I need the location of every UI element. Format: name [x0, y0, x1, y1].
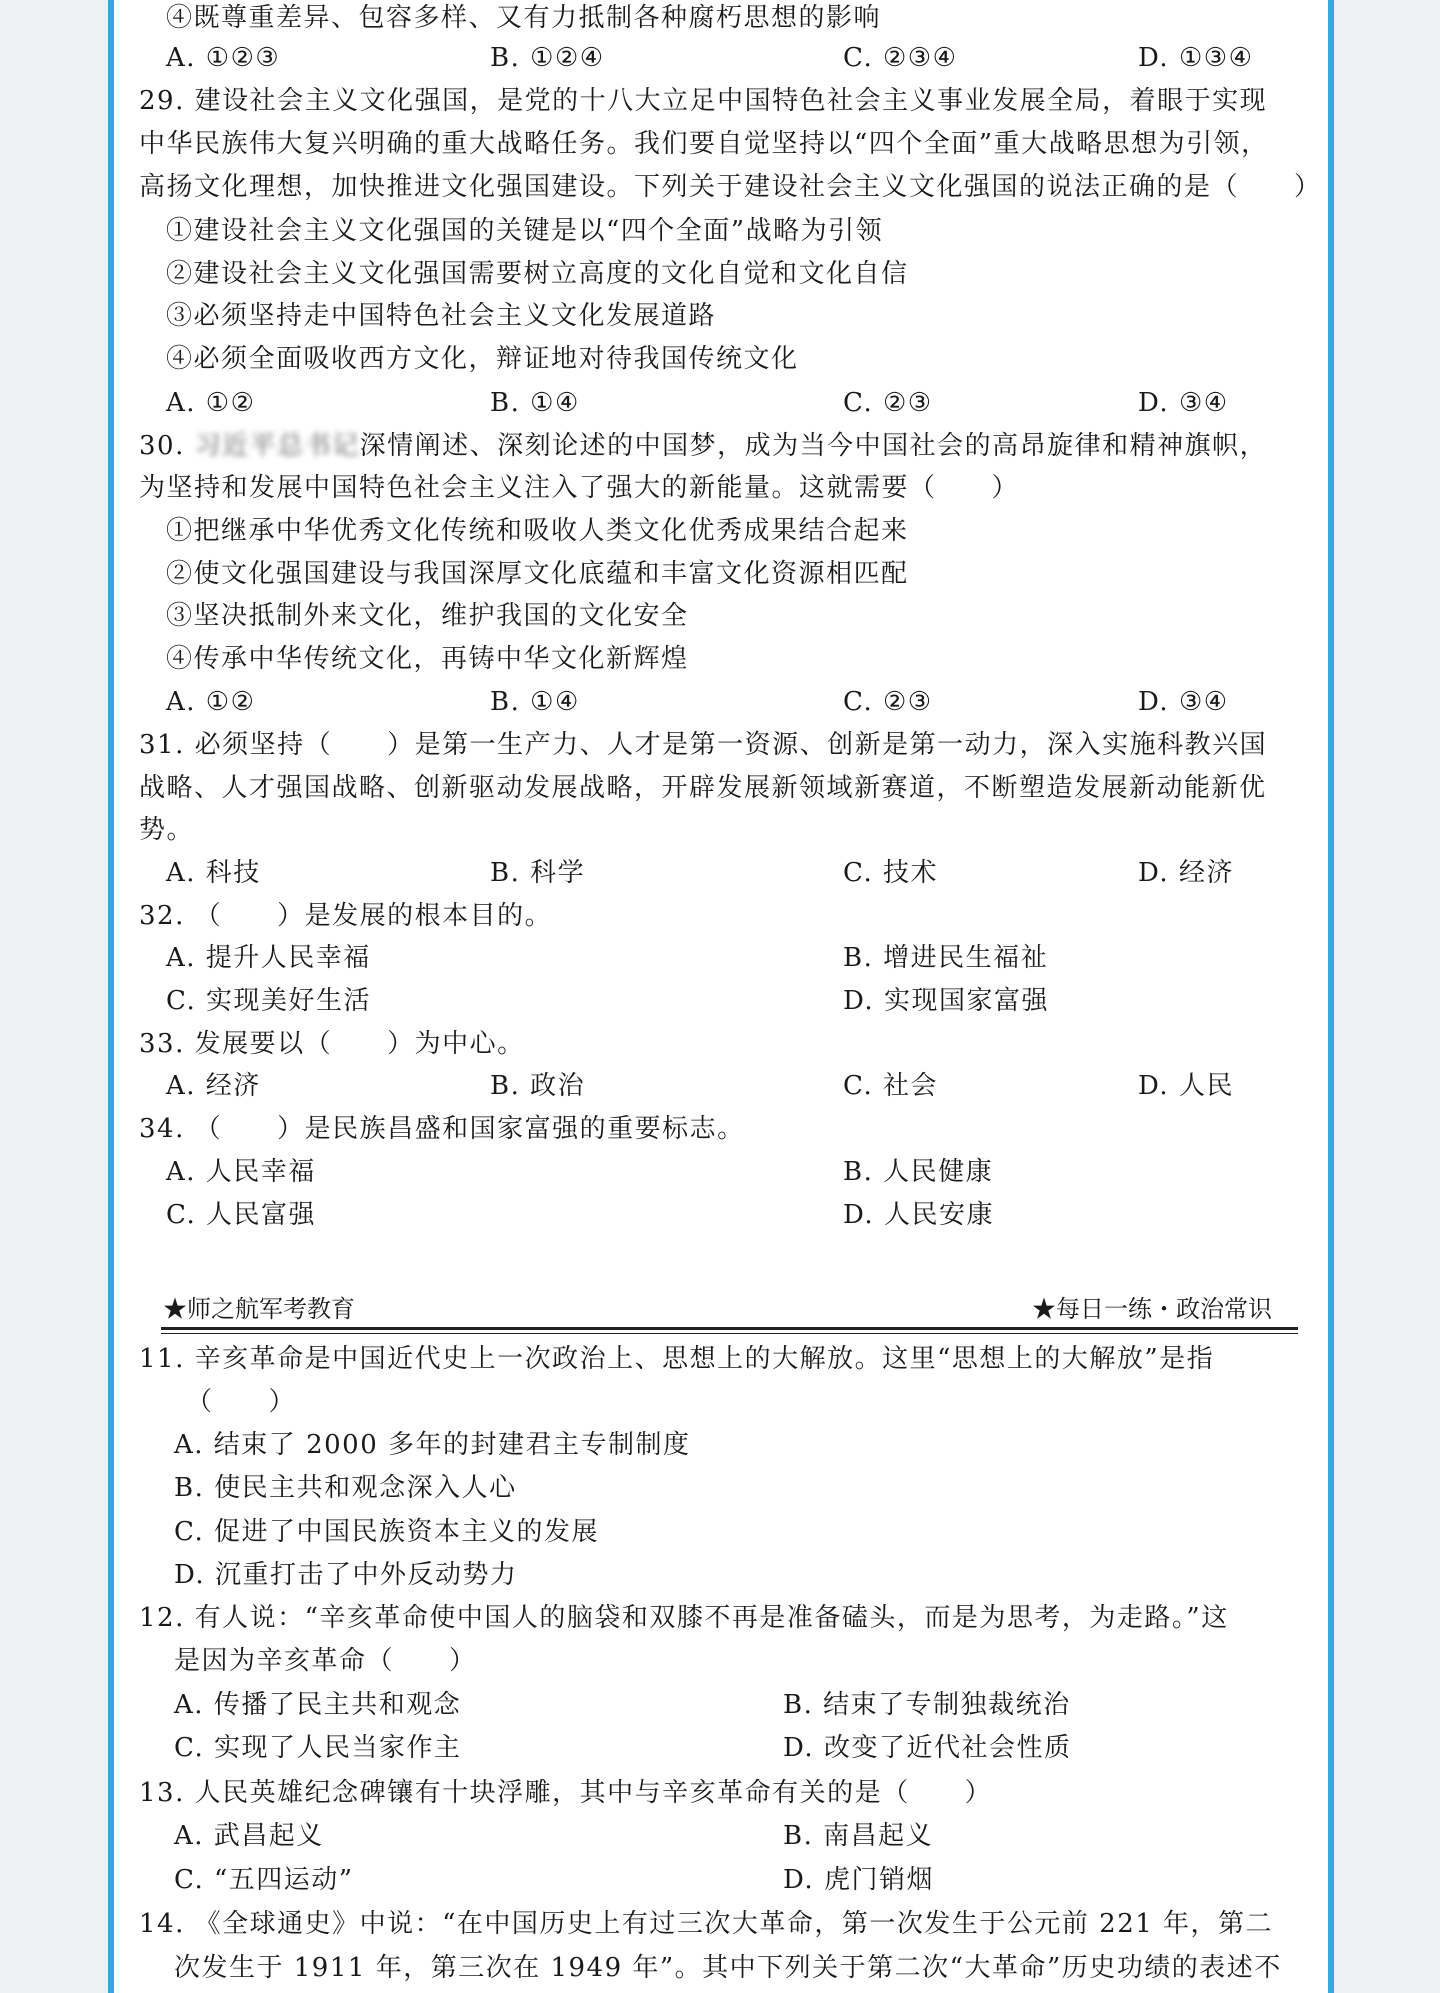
q32-option-a: A. 提升人民幸福: [166, 943, 371, 973]
q34-option-d: D. 人民安康: [843, 1200, 994, 1230]
q32-option-c: C. 实现美好生活: [166, 986, 371, 1016]
q11-stem-line-1: 11. 辛亥革命是中国近代史上一次政治上、思想上的大解放。这里“思想上的大解放”是指: [139, 1344, 1215, 1374]
q29-option-a: A. ①②: [166, 388, 256, 418]
q11-option-d: D. 沉重打击了中外反动势力: [174, 1560, 518, 1590]
q29-stem-line-3: 高扬文化理想，加快推进文化强国建设。下列关于建设社会主义文化强国的说法正确的是（ ）: [139, 172, 1322, 202]
q30-option-a: A. ①②: [166, 687, 256, 717]
q33-option-d: D. 人民: [1138, 1071, 1234, 1101]
q31-stem-line-1: 31. 必须坚持（ ）是第一生产力、人才是第一资源、创新是第一动力，深入实施科教兴国: [139, 730, 1268, 760]
q11-option-c: C. 促进了中国民族资本主义的发展: [174, 1517, 599, 1547]
q11-option-a: A. 结束了 2000 多年的封建君主专制制度: [174, 1430, 691, 1460]
q11-option-b: B. 使民主共和观念深入人心: [174, 1473, 517, 1503]
q31-stem-line-2: 战略、人才强国战略、创新驱动发展战略，开辟发展新领域新赛道，不断塑造发展新动能新优: [139, 773, 1267, 803]
q28-option-b: B. ①②④: [490, 43, 605, 73]
q33-option-b: B. 政治: [490, 1071, 586, 1101]
q29-stem-line-2: 中华民族伟大复兴明确的重大战略任务。我们要自觉坚持以“四个全面”重大战略思想为引领，: [139, 129, 1269, 159]
q28-option-c: C. ②③④: [843, 43, 958, 73]
q30-item-2: ②使文化强国建设与我国深厚文化底蕴和丰富文化资源相匹配: [166, 559, 909, 589]
q32-stem: 32. （ ）是发展的根本目的。: [139, 901, 553, 931]
q29-option-b: B. ①④: [490, 388, 580, 418]
q33-stem: 33. 发展要以（ ）为中心。: [139, 1029, 525, 1059]
q12-option-b: B. 结束了专制独裁统治: [783, 1690, 1071, 1720]
q30-item-4: ④传承中华传统文化，再铸中华文化新辉煌: [166, 644, 689, 674]
q29-option-d: D. ③④: [1138, 388, 1229, 418]
q12-stem-line-2: 是因为辛亥革命（ ）: [174, 1646, 477, 1676]
q12-option-a: A. 传播了民主共和观念: [174, 1690, 462, 1720]
q14-stem-line-1: 14. 《全球通史》中说：“在中国历史上有过三次大革命，第一次发生于公元前 221 年，第二: [139, 1909, 1274, 1939]
q13-option-b: B. 南昌起义: [783, 1821, 934, 1851]
q30-number: 30.: [139, 431, 185, 461]
q32-option-d: D. 实现国家富强: [843, 986, 1049, 1016]
q30-stem-line-1: [139, 428, 1267, 464]
q12-option-c: C. 实现了人民当家作主: [174, 1733, 462, 1763]
footer-rule-thick: [161, 1327, 1298, 1330]
q29-item-1: ①建设社会主义文化强国的关键是以“四个全面”战略为引领: [166, 216, 884, 246]
q30-option-d: D. ③④: [1138, 687, 1229, 717]
q29-stem-line-1: 29. 建设社会主义文化强国，是党的十八大立足中国特色社会主义事业发展全局，着眼于实现: [139, 86, 1268, 116]
q13-option-d: D. 虎门销烟: [783, 1865, 934, 1895]
q31-option-b: B. 科学: [490, 858, 586, 888]
footer-rule-thin: [161, 1333, 1298, 1334]
q33-option-c: C. 社会: [843, 1071, 938, 1101]
q29-option-c: C. ②③: [843, 388, 933, 418]
q29-item-4: ④必须全面吸收西方文化，辩证地对待我国传统文化: [166, 344, 799, 374]
q14-stem-line-2: 次发生于 1911 年，第三次在 1949 年”。其中下列关于第二次“大革命”历史功绩的表述不: [174, 1953, 1282, 1983]
q34-option-a: A. 人民幸福: [166, 1157, 316, 1187]
q29-item-3: ③必须坚持走中国特色社会主义文化发展道路: [166, 301, 717, 331]
q31-option-c: C. 技术: [843, 858, 938, 888]
q31-stem-line-3: 势。: [139, 815, 195, 845]
q11-stem-line-2: （ ）: [186, 1387, 297, 1417]
q34-option-c: C. 人民富强: [166, 1200, 316, 1230]
footer-series-title: ★每日一练・政治常识: [1032, 1295, 1272, 1323]
q30-stem-line-2: 为坚持和发展中国特色社会主义注入了强大的新能量。这就需要（ ）: [139, 473, 1020, 503]
q34-option-b: B. 人民健康: [843, 1157, 994, 1187]
q28-item-4: ④既尊重差异、包容多样、又有力抵制各种腐朽思想的影响: [166, 3, 882, 33]
q12-stem-line-1: 12. 有人说：“辛亥革命使中国人的脑袋和双膝不再是准备磕头，而是为思考，为走路。”这: [139, 1603, 1229, 1633]
q32-option-b: B. 增进民生福祉: [843, 943, 1049, 973]
q34-stem: 34. （ ）是民族昌盛和国家富强的重要标志。: [139, 1114, 745, 1144]
q31-option-d: D. 经济: [1138, 858, 1234, 888]
q13-option-c: C. “五四运动”: [174, 1865, 354, 1895]
q13-stem: 13. 人民英雄纪念碑镶有十块浮雕，其中与辛亥革命有关的是（ ）: [139, 1778, 993, 1808]
q30-item-1: ①把继承中华优秀文化传统和吸收人类文化优秀成果结合起来: [166, 516, 909, 546]
q30-item-3: ③坚决抵制外来文化，维护我国的文化安全: [166, 601, 689, 631]
q28-option-a: A. ①②③: [166, 43, 281, 73]
q30-option-c: C. ②③: [843, 687, 933, 717]
q12-option-d: D. 改变了近代社会性质: [783, 1733, 1072, 1763]
q13-option-a: A. 武昌起义: [174, 1821, 324, 1851]
q28-option-d: D. ①③④: [1138, 43, 1254, 73]
q29-item-2: ②建设社会主义文化强国需要树立高度的文化自觉和文化自信: [166, 259, 909, 289]
q31-option-a: A. 科技: [166, 858, 261, 888]
q33-option-a: A. 经济: [166, 1071, 261, 1101]
q30-blurred-text: 习近平总书记: [194, 431, 360, 461]
q30-stem-rest: 深情阐述、深刻论述的中国梦，成为当今中国社会的高昂旋律和精神旗帜，: [359, 431, 1268, 461]
q30-option-b: B. ①④: [490, 687, 580, 717]
footer-brand: ★师之航军考教育: [163, 1295, 355, 1323]
